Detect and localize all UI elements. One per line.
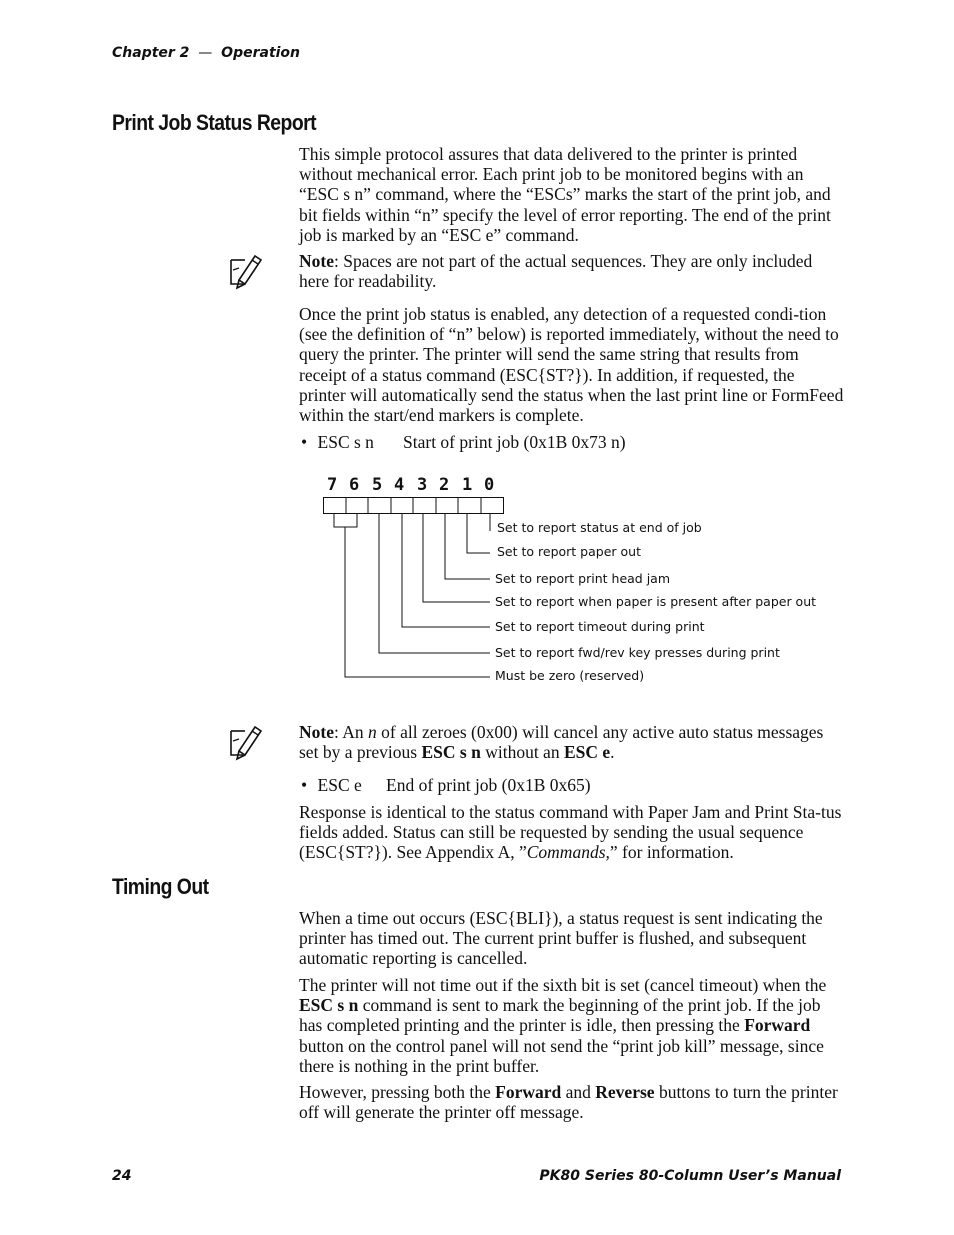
note-italic-n: n	[368, 722, 377, 742]
note-text: without an	[480, 742, 564, 763]
paragraph-text: ” for information.	[609, 842, 734, 863]
running-header	[112, 45, 300, 61]
bit-label-2: 2	[439, 475, 450, 495]
bullet-esc-e	[301, 775, 846, 795]
diagram-label-bit0: Set to report status at end of job	[497, 520, 702, 535]
note-text: of all zeroes (0x00) will cancel any active auto status messages set by a previous	[299, 722, 824, 763]
diagram-label-reserved: Must be zero (reserved)	[495, 668, 645, 683]
status-paragraph	[299, 304, 844, 425]
page-number: 24	[112, 1168, 132, 1184]
note-text: : Spaces are not part of the actual sequences. They are only included here for readability.	[299, 251, 813, 292]
paragraph-bold: Forward	[495, 1082, 562, 1102]
diagram-label-bit5: Set to report fwd/rev key presses during print	[495, 645, 780, 660]
paragraph-bold: Reverse	[595, 1082, 655, 1102]
note-label: Note	[299, 722, 334, 742]
bullet-description: End of print job (0x1B 0x65)	[386, 775, 591, 795]
timing-out-paragraph-2	[299, 975, 844, 1076]
timing-out-paragraph-3	[299, 1082, 844, 1122]
section-heading-timing-out: Timing Out	[112, 874, 209, 899]
manual-title: PK80 Series 80-Column User’s Manual	[539, 1168, 841, 1184]
note-1	[299, 251, 844, 291]
bit-label-5: 5	[372, 475, 383, 495]
paragraph-italic: Commands,	[526, 842, 610, 863]
note-command: ESC e	[563, 742, 611, 763]
bullet-command: ESC e	[317, 775, 362, 795]
paragraph-bold: ESC s n	[299, 995, 359, 1016]
bit-label-3: 3	[417, 475, 428, 495]
paragraph-text: Response is identical to the status command with Paper Jam and Print Sta-tus fields added. Status can still be requested by sending the usual sequence (ESC{ST?}). See Appendix A, ”	[299, 802, 842, 863]
paragraph-text: The printer will not time out if the sixth bit is set (cancel timeout) when the	[299, 975, 827, 995]
section-label: Operation	[221, 45, 301, 61]
bit-label-4: 4	[394, 475, 405, 495]
bit-label-0: 0	[484, 475, 495, 495]
response-paragraph	[299, 802, 844, 863]
diagram-label-bit2: Set to report print head jam	[495, 571, 671, 586]
note-2	[299, 722, 844, 762]
note-label: Note	[299, 251, 334, 271]
bit-label-6: 6	[349, 475, 360, 495]
bit-label-1: 1	[462, 475, 473, 495]
timing-out-paragraph-1	[299, 908, 844, 969]
paragraph-text: button on the control panel will not send the “print job kill” message, since there is nothing in the print buffer.	[299, 1035, 824, 1076]
paragraph-text: buttons to turn the printer off will generate the printer off message.	[299, 1082, 838, 1123]
paragraph-bold: Forward	[744, 1015, 811, 1036]
paragraph-text: and	[561, 1082, 596, 1102]
diagram-label-bit3: Set to report when paper is present after paper out	[495, 594, 817, 609]
diagram-label-bit4: Set to report timeout during print	[495, 619, 705, 634]
paragraph-text: However, pressing both the	[299, 1082, 496, 1102]
paragraph-text: When a time out occurs (ESC{BLI}), a status request is sent indicating the printer has timed out. The current print buffer is flushed, and subsequent automatic reporting is cancelled.	[299, 908, 823, 969]
bullet-esc-s-n	[301, 432, 846, 452]
note-text: : An	[333, 722, 369, 742]
bullet-dot: •	[301, 432, 308, 452]
paragraph-text: This simple protocol assures that data delivered to the printer is printed without mechanical error. Each print job to be monitored begins with an “ESC s n” command, where the “ESCs” marks the start of the print job, and bit fields within “n” specify the level of error reporting. The end of the print job is marked by an “ESC e” command.	[299, 144, 831, 245]
paragraph-text: Once the print job status is enabled, any detection of a requested condi-tion (see the definition of “n” below) is reported immediately, without the need to query the printer. The printer will send the same string that results from receipt of a status command (ESC{ST?}). In addition, if requested, the printer will automatically send the status when the last print line or FormFeed within the start/end markers is complete.	[299, 304, 844, 426]
intro-paragraph	[299, 144, 844, 245]
section-heading-print-job-status: Print Job Status Report	[112, 110, 317, 135]
header-dash: —	[198, 45, 213, 61]
note-icon	[225, 721, 265, 761]
bullet-dot: •	[301, 775, 308, 795]
bullet-command: ESC s n	[317, 432, 374, 452]
note-icon	[225, 250, 265, 290]
note-command: ESC s n	[421, 742, 481, 763]
paragraph-text: command is sent to mark the beginning of the print job. If the job has completed printing and the printer is idle, then pressing the	[299, 995, 821, 1036]
note-text: .	[610, 742, 615, 763]
bullet-description: Start of print job (0x1B 0x73 n)	[403, 432, 626, 452]
chapter-label: Chapter 2	[112, 45, 190, 61]
bit-label-7: 7	[327, 475, 338, 495]
diagram-label-bit1: Set to report paper out	[497, 544, 641, 559]
